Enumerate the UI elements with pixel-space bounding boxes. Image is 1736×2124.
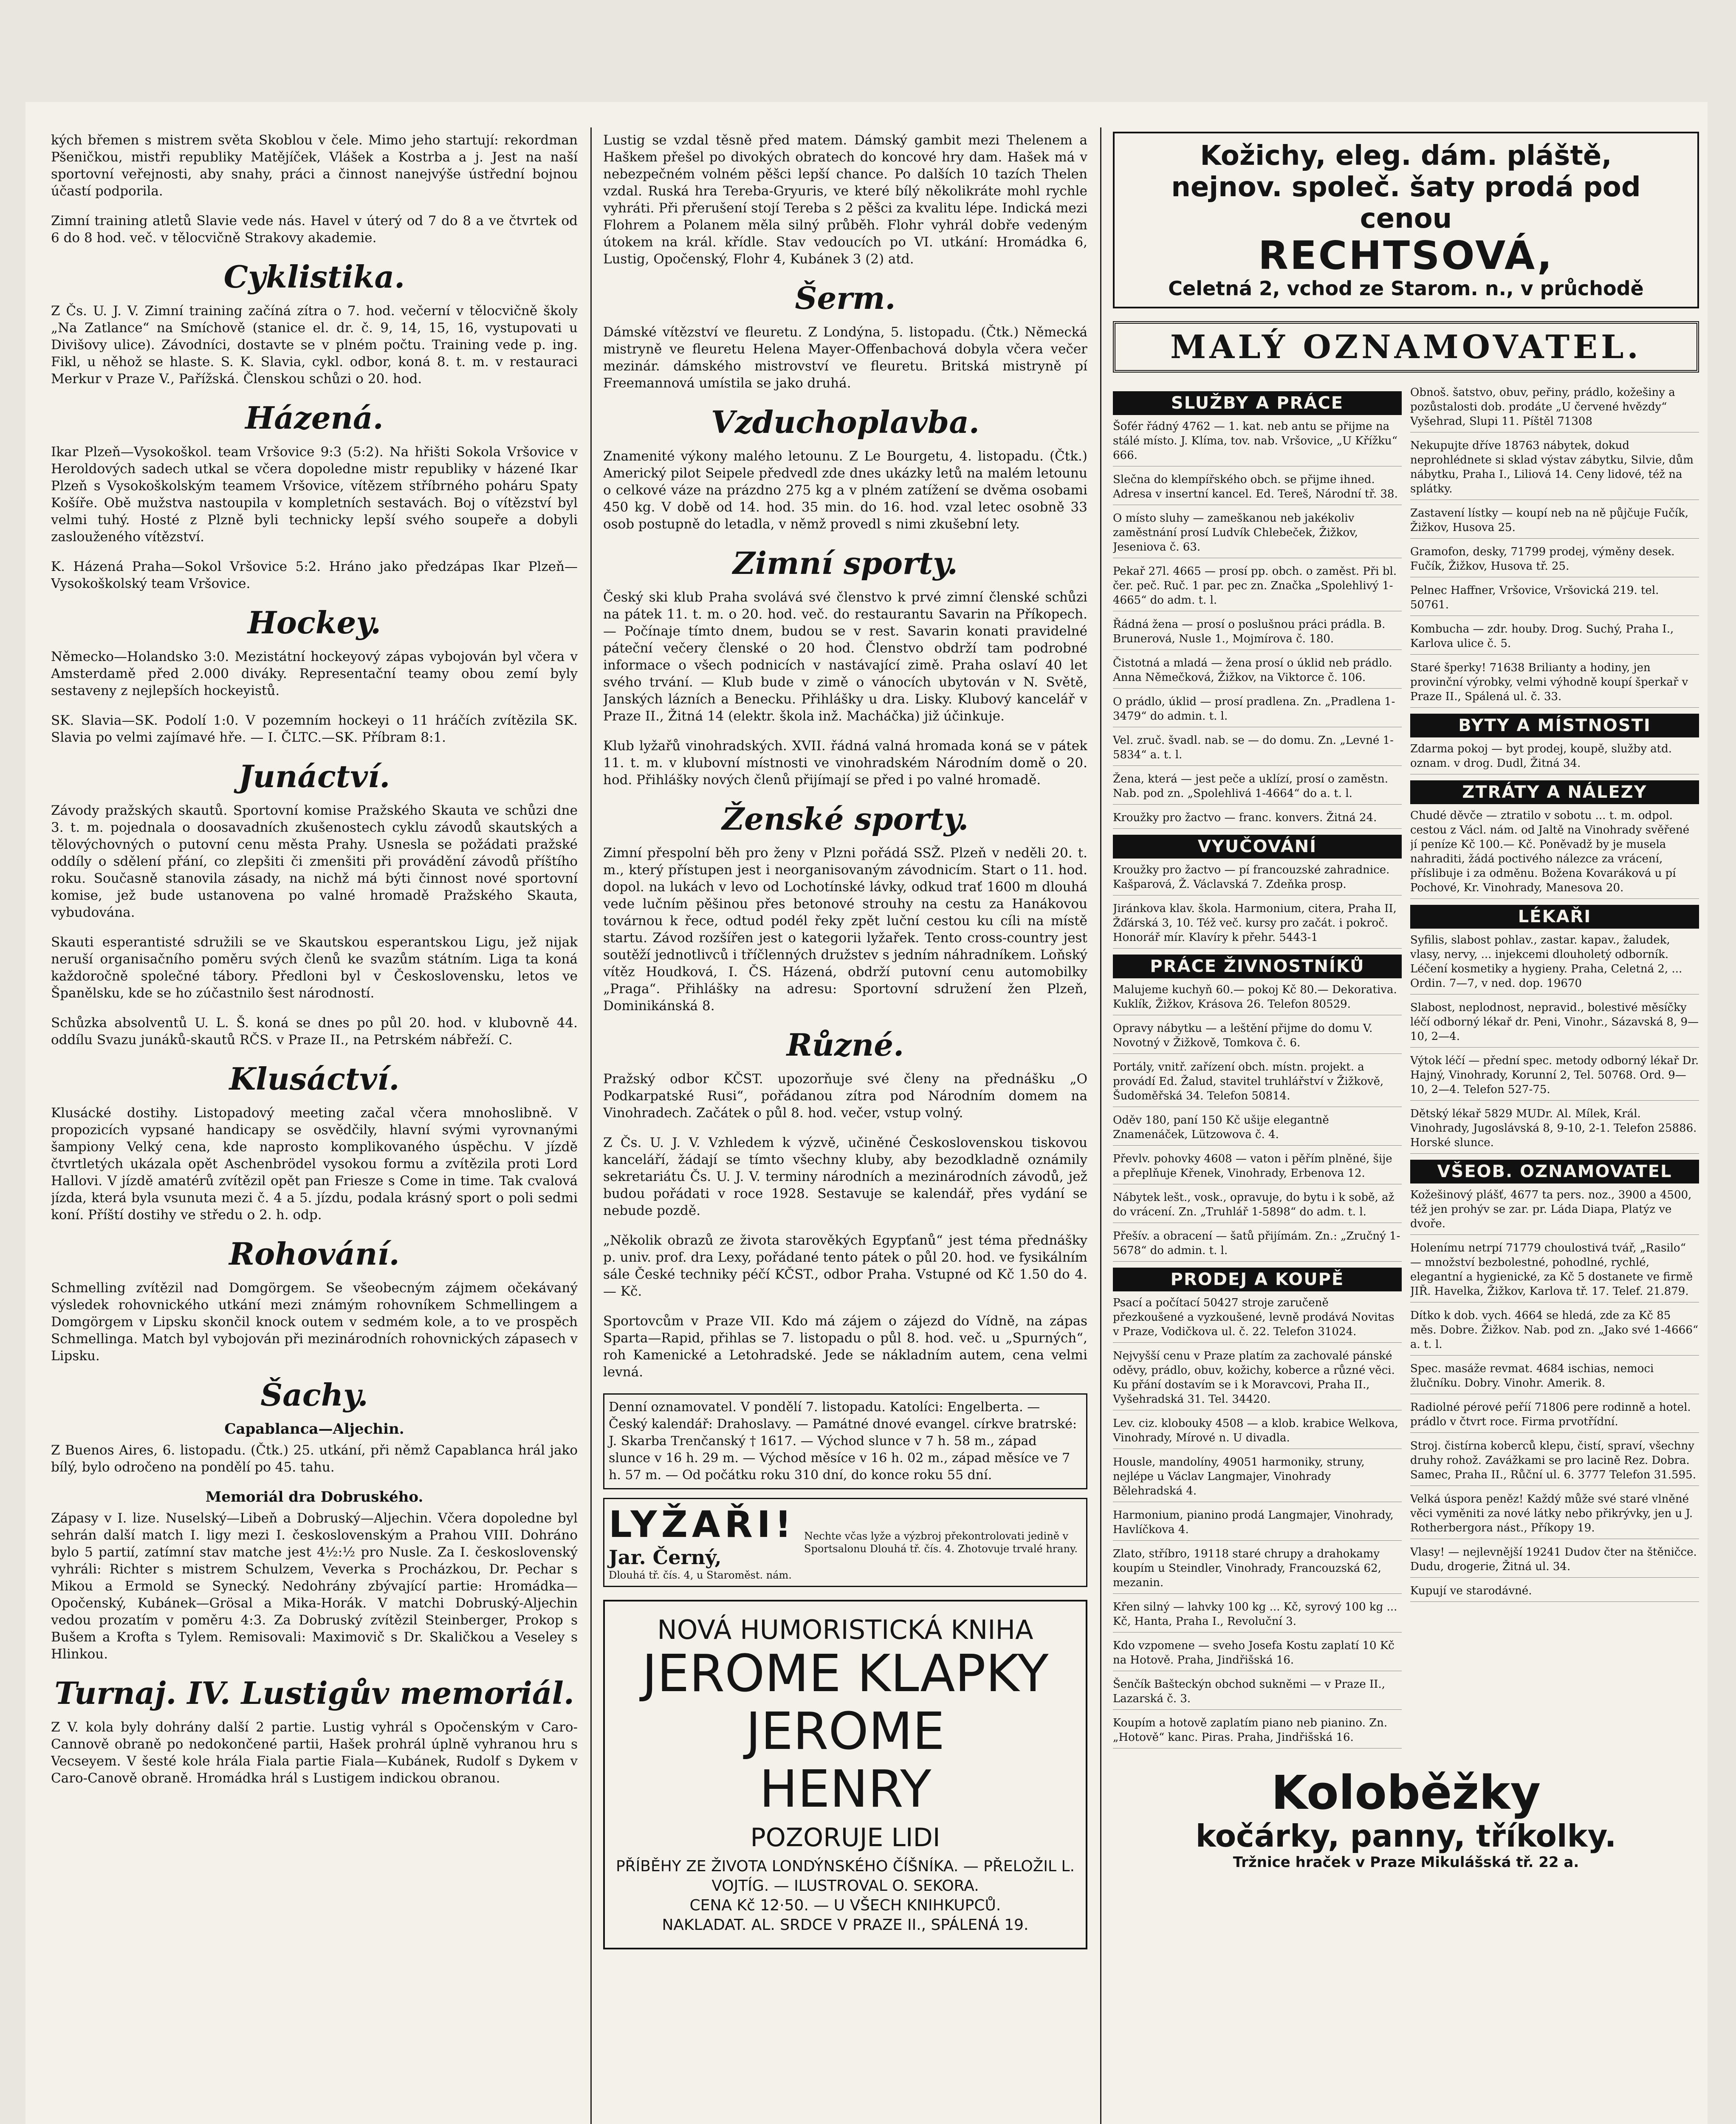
classified-ad: Zdarma pokoj — byt prodej, koupě, služby atd. oznam. v drog. Dudl, Žitná 34. [1410,742,1699,774]
classifieds-header: MALÝ OZNAMOVATEL. [1113,321,1699,373]
book-publisher: NAKLADAT. AL. SRDCE V PRAZE II., SPÁLENÁ 19. [662,1916,1029,1934]
classified-ad: Stroj. čistírna koberců klepu, čistí, spraví, všechny druhy rohož. Zavážkami se pro lacině Rez. Dobra. Samec, Praha II., Růční ul. 6. 3777 Telefon 31.595. [1410,1439,1699,1486]
ad-headline: Kožichy, eleg. dám. pláště, [1200,140,1612,172]
section-heading: Turnaj. IV. Lustigův memoriál. [54,1675,574,1711]
classified-section-header: PRÁCE ŽIVNOSTNÍKŮ [1113,955,1402,978]
article-paragraph: Z Buenos Aires, 6. listopadu. (Čtk.) 25. utkání, při němž Capablanca hrál jako bílý, bylo odročeno na pondělí po 45. tahu. [51,1443,578,1475]
classified-ad: Obnoš. šatstvo, obuv, peřiny, prádlo, kožešiny a pozůstalosti dob. prodáte „U červené hvězdy“ Vyšehrad, Slupi 11. Píštěl 71308 [1410,385,1699,432]
classified-ad: Kupují ve starodávné. [1410,1584,1699,1602]
column-rule [590,127,592,2124]
classified-ad: Lev. ciz. klobouky 4508 — a klob. krabice Welkova, Vinohrady, Mírové n. U divadla. [1113,1416,1402,1449]
classified-ad: Spec. masáže revmat. 4684 ischias, nemoci žlučníku. Dobry. Vinohr. Amerik. 8. [1410,1361,1699,1394]
article-paragraph: Lustig se vzdal těsně před matem. Dámský gambit mezi Thelenem a Haškem přešel po divokých obratech do koncové hry dam. Hašek má v nebezpečném volném pěšci lepší chance. Po dalších 10 tazích Thelen vzdal. Ruská hra Tereba-Gryuris, ve které bílý několikráte mohl rychle vyhráti. Při přerušení stojí Tereba s 2 pěšci za kvalitu lépe. Indická mezi Flohrem a Polanem měla silný průběh. Flohr vyhrál dobře vedeným útokem na král. křídle. Stav vedoucích po VI. utkání: Hromádka 6, Lustig, Opočenský, Flohr 4, Kubánek 3 (2) atd. [603,133,1087,267]
ad-address: Tržnice hraček v Praze Mikulášská tř. 22 a. [1233,1854,1579,1871]
classified-ad: Slečna do klempířského obch. se přijme ihned. Adresa v insertní kancel. Ed. Tereš, Národní tř. 38. [1113,472,1402,505]
article-paragraph: Dámské vítězství ve fleuretu. Z Londýna, 5. listopadu. (Čtk.) Německá mistryně ve fleuretu Helena Mayer-Offenbachová dobyla včera večer mezinár. dámského mistrovství ve fleuretu. Britská mistryně pí Freemannová umístila se jako druhá. [603,325,1087,391]
article-paragraph: Pražský odbor KČST. upozorňuje své členy na přednášku „O Podkarpatské Rusi“, pořádanou zítra pod Národním domem na Vinohradech. Začátek o půl 8. hod. večer, vstup volný. [603,1071,1087,1121]
classified-ad: Portály, vnitř. zařízení obch. místn. projekt. a provádí Ed. Žalud, stavitel truhlářství v Žižkově, Šudoměřská 34. Telefon 50814. [1113,1060,1402,1107]
article-paragraph: Zimní přespolní běh pro ženy v Plzni pořádá SSŽ. Plzeň v neděli 20. t. m., který přístupen jest i neorganisovaným závodnicím. Start o 11. hod. dopol. na lukách v levo od Lochotínské lávky, odkud trať 1600 m dlouhá vede lučním pěšinou přes betonové strouhy na cestu za Hanákovou továrnou k řece, odtud podél řeky zpět luční cestou ku cíli na místě startu. Závod rozšířen jest o kategorii lyžařek. Tento cross-country jest soutěží jednotlivců i tříčlenných družstev s jedním náhradníkem. Loňský vítěz Houdková, I. ČS. Házená, obdrží putovní cenu automobilky „Praga“. Přihlášky na adresu: Sportovní sdružení žen Plzeň, Dominikánská 8. [603,845,1087,1014]
classified-ad: Dítko k dob. vych. 4664 se hledá, zde za Kč 85 měs. Dobre. Žižkov. Nab. pod zn. „Jako své 1-4666“ a. t. l. [1410,1308,1699,1356]
article-paragraph: Ikar Plzeň—Vysokoškol. team Vršovice 9:3 (5:2). Na hřišti Sokola Vršovice v Heroldových sadech utkal se včera dopoledne mistr republiky v házené Ikar Plzeň s Vysokoškolským teamem Vršovice, vítězem stříbrného poháru Spaty Košíře. Obě mužstva nastoupila v kompletních sestavách. Boj o vítězství byl velmi tuhý. Hosté z Plzně byli technicky lepší svého soupeře a dobyli zaslouženého vítězství. [51,444,578,545]
classified-ad: Nejvyšší cenu v Praze platím za zachovalé pánské oděvy, prádlo, obuv, kožichy, koberce a různé věci. Ku přání dostavím se i k Moravcovi, Praha II., Vyšehradská 31. Tel. 34420. [1113,1349,1402,1410]
ad-address: Dlouhá tř. čís. 4, u Staroměst. nám. [609,1569,792,1581]
classified-ad: O prádlo, úklid — prosí pradlena. Zn. „Pradlena 1-3479“ do admin. t. l. [1113,695,1402,727]
section-heading: Junáctví. [238,758,390,794]
classified-ad: Syfilis, slabost pohlav., zastar. kapav., žaludek, vlasy, nervy, ... injekcemi dlouholetý odborník. Léčení kosmetiky a hygieny. Praha, Celetná 2, ... Ordin. 7—7, v ned. dop. 19670 [1410,933,1699,994]
section-heading: Házená. [245,400,384,436]
classified-ad: Přešív. a obracení — šatů přijímám. Zn.: „Zručný 1-5678“ do admin. t. l. [1113,1229,1402,1262]
classified-ad: Gramofon, desky, 71799 prodej, výměny desek. Fučík, Žižkov, Husova tř. 25. [1410,545,1699,577]
book-author: JEROME KLAPKY [642,1644,1049,1703]
classified-ad: Koupím a hotově zaplatím piano neb pianino. Zn. „Hotově“ kanc. Piras. Praha, Jindřišská 16. [1113,1716,1402,1748]
article-paragraph: Z V. kola byly dohrány další 2 partie. Lustig vyhrál s Opočenským v Caro-Cannově obraně po nedokončené partii, Hašek prohrál úplně vyhranou hru s Vecseyem. V šesté kole hrála Fiala partie Fiala—Kubánek, Rudolf s Dykem v Caro-Canově obraně. Hromádka hrál s Lustigem indickou obranou. [51,1720,578,1786]
section-heading: Šachy. [260,1377,368,1413]
article-paragraph: Český ski klub Praha svolává své členstvo k prvé zimní členské schůzi na pátek 11. t. m. o 20. hod. več. do restaurantu Savarin na Příkopech. — Počínaje tímto dnem, budou se v rest. Savarin konati pravidelné páteční večery členské o 20 hod. Členstvo obdrží tam podrobné informace o všech podnicích v nastávající zimě. Praha oslaví 40 let svého trvání. — Klub bude v zimě o vánocích ubytován v N. Světě, Janských lázních a Benecku. Přihlášky u dra. Lisky. Klubový kancelář v Praze II., Žitná 14 (elektr. škola inž. Macháčka) již účinkuje. [603,590,1087,724]
article-paragraph: Zimní training atletů Slavie vede nás. Havel v úterý od 7 do 8 a ve čtvrtek od 6 do 8 hod. več. v tělocvičně Strakovy akademie. [51,213,578,246]
section-heading: Cyklistika. [223,259,405,295]
classified-ad: Velká úspora peněz! Každý může své staré vlněné věci vyměniti za nové látky nebo přikrývky, jen u J. Rotherbergora nást., Příkopy 19. [1410,1492,1699,1539]
classified-ad: Vel. zruč. švadl. nab. se — do domu. Zn. „Levné 1-5834“ a. t. l. [1113,733,1402,766]
book-kicker: NOVÁ HUMORISTICKÁ KNIHA [657,1614,1033,1645]
classified-ad: Staré šperky! 71638 Brilianty a hodiny, jen provinční výrobky, velmi výhodně koupí šperkař v Praze II., Spálená ul. č. 33. [1410,661,1699,708]
section-heading: Vzduchoplavba. [711,404,979,440]
article-paragraph: Zápasy v I. lize. Nuselský—Libeň a Dobruský—Aljechin. Včera dopoledne byl sehrán další match I. ligy mezi I. československým a Prahou VIII. Dohráno bylo 5 partií, zatímní stav matche jest 4½:½ pro Nusle. Za I. československý vyhráli: Richter s mistrem Schulzem, Veverka s Procházkou, Dr. Pechar s Mikou a Ermold se Synecký. Nedohrány zbývající partie: Hromádka—Opočenský, Kubánek—Grösal a Mika-Horák. V matchi Dobruský-Aljechin vedou prozatím v poměru 4:3. Za Dobruský zvítězil Steinberger, Prokop s Bušem a Krofta s Tylem. Remisovali: Maximovič s Dr. Skaličkou a Veseley s Hlinkou. [51,1511,578,1662]
classified-ad: Slabost, neplodnost, nepravid., bolestivé měsíčky léčí odborný lékař dr. Peni, Vinohr., Sázavská 8, 9—10, 2—4. [1410,1000,1699,1048]
sports-column-middle [603,132,1087,1949]
book-author: HENRY [759,1760,932,1819]
classified-ad: Převlv. pohovky 4608 — vaton i pěřím plněné, šije a přeplňuje Křenek, Vinohrady, Erbenova 12. [1113,1152,1402,1184]
classified-ad: Kdo vzpomene — sveho Josefa Kostu zaplatí 10 Kč na Hotově. Praha, Jindřišská 16. [1113,1638,1402,1671]
classified-ad: Nábytek lešt., vosk., opravuje, do bytu i k sobě, až do vrácení. Zn. „Truhlář 1-5898“ do adm. t. l. [1113,1190,1402,1223]
classifieds-column [1113,132,1699,1871]
classifieds-right-column [1410,385,1699,1754]
toy-shop-advertisement [1113,1767,1699,1871]
book-price: CENA Kč 12·50. — U VŠECH KNIHKUPCŮ. [689,1897,1001,1914]
article-paragraph: K. Házená Praha—Sokol Vršovice 5:2. Hráno jako předzápas Ikar Plzeň—Vysokoškolský team Vršovice. [51,559,578,591]
ad-left [609,1503,796,1582]
section-heading: Šerm. [795,280,896,316]
fur-coat-advertisement [1113,132,1699,308]
ad-headline: LYŽAŘI! [609,1503,796,1546]
classified-ad: Kožešinový plášť, 4677 ta pers. noz., 3900 a 4500, též jen prohýv se zar. pr. Láda Diapa, Platýz ve dvoře. [1410,1188,1699,1235]
ad-subline: kočárky, panny, tříkolky. [1195,1818,1617,1854]
classified-ad: Oděv 180, paní 150 Kč ušije elegantně Znamenáček, Lützowova č. 4. [1113,1113,1402,1146]
classified-ad: O místo sluhy — zameškanou neb jakékoliv zaměstnání prosí Ludvík Chlebeček, Žižkov, Jeseniova č. 63. [1113,511,1402,558]
classified-ad: Řádná žena — prosí o poslušnou práci prádla. B. Brunerová, Nusle 1., Mojmírova č. 180. [1113,617,1402,650]
classified-ad: Malujeme kuchyň 60.— pokoj Kč 80.— Dekorativa. Kuklík, Žižkov, Krásova 26. Telefon 80529. [1113,983,1402,1015]
classified-ad: Kroužky pro žactvo — pí francouzské zahradnice. Kašparová, Ž. Václavská 7. Zdeňka prosp. [1113,863,1402,895]
classified-ad: Jiránkova klav. škola. Harmonium, citera, Praha II, Žďárská 3, 10. Též več. kursy pro začát. i pokroč. Honorář mír. Klavíry k přehr. 5443-1 [1113,901,1402,949]
article-paragraph: Klusácké dostihy. Listopadový meeting začal včera mnohoslibně. V propozicích vypsané handicapy se osvědčily, hlavní svými vyrovnanými šampiony Velký cena, kde naprosto komplikovaného úspěchu. V jízdě čtvrtletých ukázala opět Aschenbrödel vysokou formu a zvítězila proti Lord Hallovi. V jízdě amatérů zvítězil opět pan Friesze s Come in time. Tak cvalová jízda, která byla vsunuta mezi č. 4 a 5. jízdu, podala krásný sport o poli sedmi koní. Příští dostihy ve středu o 2. h. odp. [51,1105,578,1223]
column-rule [1100,127,1101,2124]
section-heading: Klusáctví. [229,1061,400,1097]
classified-ad: Zastavení lístky — koupí neb na ně půjčuje Fučík, Žižkov, Husova 25. [1410,506,1699,539]
ad-address: Celetná 2, vchod ze Starom. n., v průchodě [1168,277,1644,300]
classified-ad: Harmonium, pianino prodá Langmajer, Vinohrady, Havlíčkova 4. [1113,1508,1402,1541]
newspaper-page [25,102,1708,2124]
classified-section-header: PRODEJ A KOUPĚ [1113,1268,1402,1291]
article-paragraph: Klub lyžařů vinohradských. XVII. řádná valná hromada koná se v pátek 11. t. m. v klubovní místnosti ve vinohradském Národním domě o 20. hod. Přihlášky nových členů přijímají se před i po valné hromadě. [603,738,1087,788]
classified-section-header: ZTRÁTY A NÁLEZY [1410,780,1699,804]
classified-ad: Opravy nábytku — a leštění přijme do domu V. Novotný v Žižkově, Tomkova č. 6. [1113,1021,1402,1054]
classified-ad: Pelnec Haffner, Vršovice, Vršovická 219. tel. 50761. [1410,583,1699,616]
sports-column-left [51,132,578,1799]
article-paragraph: Německo—Holandsko 3:0. Mezistátní hockeyový zápas vybojován byl včera v Amsterdamě před 2.000 diváky. Representační teamy obou zemí byly sestaveny z nejlepších hockeyistů. [51,649,578,698]
ad-headline: Koloběžky [1271,1765,1541,1820]
section-heading: Rohování. [229,1236,400,1272]
classified-ad: Výtok léčí — přední spec. metody odborný lékař Dr. Hajný, Vinohrady, Korunní 2, Tel. 50768. Ord. 9—10, 2—4. Telefon 527-75. [1410,1054,1699,1101]
classified-section-header: VYUČOVÁNÍ [1113,835,1402,859]
article-paragraph: SK. Slavia—SK. Podolí 1:0. V pozemním hockeyi o 11 hráčích zvítězila SK. Slavia po velmi zajímavé hře. — I. ČLTC.—SK. Příbram 8:1. [51,713,578,745]
classified-ad: Šofér řádný 4762 — 1. kat. neb antu se přijme na stálé místo. J. Klíma, tov. nab. Vršovice, „U Křížku“ 666. [1113,419,1402,466]
classified-ad: Radiolné pérové peříí 71806 pere rodinně a hotel. prádlo v čtvrt roce. Firma prvotřídní. [1410,1400,1699,1433]
classified-ad: Holenímu netrpí 71779 choulostivá tvář, „Rasilo“ — množství bezbolestné, pohodlné, rychlé, elegantní a hygienické, za Kč 5 dostanete ve firmě JIŘ. Havelka, Žižkov, Karlova tř. 17. Telef. 21.879. [1410,1241,1699,1302]
classified-ad: Čistotná a mladá — žena prosí o úklid neb prádlo. Anna Němečková, Žižkov, na Viktorce č. 106. [1113,656,1402,689]
section-heading: Zimní sporty. [733,545,958,581]
article-paragraph: „Několik obrazů ze života starověkých Egypťanů“ jest téma přednášky p. univ. prof. dra Lexy, pořádané tento pátek o půl 20. hod. ve fysikálním sále České techniky péčí KČST., odbor Praha. Vstupné od Kč 1.50 do 4.— Kč. [603,1233,1087,1299]
classified-ad: Nekupujte dříve 18763 nábytek, dokud neprohlédnete si sklad výstav zábytku, Silvie, dům nábytku, Praha I., Liliová 14. Ceny lidové, též na splátky. [1410,438,1699,500]
section-heading: Ženské sporty. [722,801,969,837]
daily-almanac: Denní oznamovatel. V pondělí 7. listopadu. Katolíci: Engelberta. — Český kalendář: Drahoslavy. — Památné dnové evangel. církve bratrské: J. Skarba Trenčanský † 1617. — Východ slunce v 7 h. 58 m., západ slunce v 16 h. 29 m. — Východ měsíce v 16 h. 02 m., západ měsíce ve 7 h. 57 m. — Od počátku roku 310 dní, do konce roku 55 dní. [603,1393,1087,1489]
classifieds-left-column [1113,385,1402,1754]
article-paragraph: Sportovcům v Praze VII. Kdo má zájem o zájezd do Vídně, na zápas Sparta—Rapid, přihlas se 7. listopadu o půl 8. hod. več. u „Spurných“, roh Kamenické a Letohradské. Jede se nákladním autem, cena velmi levná. [603,1313,1087,1380]
classified-ad: Žena, která — jest peče a uklízí, prosí o zaměstn. Nab. pod zn. „Spolehlivá 1-4664“ do a. t. l. [1113,772,1402,805]
ad-subline: nejnov. společ. šaty prodá pod cenou [1171,172,1641,234]
ski-shop-advertisement [603,1498,1087,1587]
classified-ad: Chudé děvče — ztratilo v sobotu ... t. m. odpol. cestou z Václ. nám. od Jaltě na Vinohrady svěřené jí peníze Kč 100.— Kč. Poněvadž by je musela nahraditi, žádá poctivého nálezce za vrácení, příslibuje i za odměnu. Božena Kovaráková u pí Pochové, Kr. Vinohrady, Manesova 20. [1410,808,1699,899]
article-paragraph: Závody pražských skautů. Sportovní komise Pražského Skauta ve schůzi dne 3. t. m. pojednala o doosavadních zkušenostech cyklu závodů skautských a tělovýchovných o putovní cenu města Prahy. Usnesla se požádati pražské oddíly o sdělení přání, co zlepšiti či zmenšiti při provádění závodů příštího roku. Současně stanovila zásady, na nichž má býti činnost nové sportovní komise, jež bude ustanovena po valné hromadě Pražského Skauta, vybudována. [51,803,578,920]
article-paragraph: Z Čs. U. J. V. Zimní training začíná zítra o 7. hod. večerní v tělocvičně školy „Na Zatlance“ na Smíchově (stanice el. dr. č. 9, 14, 15, 16, vystupovati u Divišovy ulice). Závodníci, dostavte se v plném počtu. Training vede p. ing. Fikl, u něhož se hlaste. S. K. Slavia, cykl. odbor, koná 8. t. m. v restauraci Merkur v Praze V., Pařížská. Členskou schůzi o 20. hod. [51,303,578,387]
book-title: POZORUJE LIDI [750,1823,940,1853]
book-author: JEROME [745,1702,945,1761]
ad-text: Nechte včas lyže a výzbroj překontrolovati jedině v Sportsalonu Dlouhá tř. čís. 4. Zhotovuje trvalé hrany. [804,1530,1078,1555]
book-advertisement [603,1600,1087,1949]
classified-ad: Zlato, stříbro, 19118 staré chrupy a drahokamy koupím u Steindler, Vinohrady, Francouzská 62, mezanin. [1113,1547,1402,1594]
classified-ad: Křen silný — lahvky 100 kg ... Kč, syrový 100 kg ... Kč, Hanta, Praha I., Revoluční 3. [1113,1600,1402,1633]
classified-ad: Dětský lékař 5829 MUDr. Al. Mílek, Král. Vinohrady, Jugoslávská 8, 9-10, 2-1. Telefon 25886. Horské slunce. [1410,1107,1699,1154]
section-heading: Hockey. [247,604,381,641]
classified-ad: Psací a počítací 50427 stroje zaručeně přezkoušené a vyzkoušené, levně prodává Novitas v Praze, Vodičkova ul. č. 22. Telefon 31024. [1113,1296,1402,1343]
article-paragraph: Schůzka absolventů U. L. Š. koná se dnes po půl 20. hod. v klubovně 44. oddílu Svazu junáků-skautů RČS. v Praze II., na Petrském nábřeží. C. [51,1015,578,1048]
classified-ad: Šenčík Bašteckýn obchod sukněmi — v Praze II., Lazarská č. 3. [1113,1677,1402,1710]
classified-ad: Vlasy! — nejlevnější 19241 Dudov čter na štěničce. Dudu, drogerie, Žitná ul. 34. [1410,1545,1699,1578]
article-paragraph: kých břemen s mistrem světa Skoblou v čele. Mimo jeho startují: rekordman Pšeničkou, mistři republiky Matějíček, Vlášek a Kostrba a j. Jest na naší sportovní veřejnosti, aby snahy, práci a činnost nanejvýše ústřední bojnou účastí podporila. [51,133,578,199]
article-paragraph: Schmelling zvítězil nad Domgörgem. Se všeobecným zájmem očekávaný výsledek rohovnického utkání mezi známým rohovníkem Schmellingem a Domgörgem v Lipsku skončil knock outem v sedmém kole, a to ve prospěch Schmellinga. Match byl vybojován při mezinárodních rohovnických zápasech v Lipsku. [51,1280,578,1364]
classified-ad: Housle, mandolíny, 49051 harmoniky, struny, nejlépe u Václav Langmajer, Vinohrady Bělehradská 4. [1113,1455,1402,1502]
classified-section-header: LÉKAŘI [1410,905,1699,929]
classified-ad: Kombucha — zdr. houby. Drog. Suchý, Praha I., Karlova ulice č. 5. [1410,622,1699,655]
ad-firm-name: RECHTSOVÁ, [1258,233,1554,278]
sub-heading: Memoriál dra Dobruského. [205,1488,423,1505]
article-paragraph: Skauti esperantisté sdružili se ve Skautskou esperantskou Ligu, jež nijak neruší organisačního poměru svých členů ke svazům státním. Liga ta koná každoročně společné tábory. Předloni byl v Československu, letos ve Španělsku, kde se ho zúčastnilo šest národností. [51,935,578,1001]
ad-firm-name: Jar. Černý, [609,1546,722,1569]
book-description: PŘÍBĚHY ZE ŽIVOTA LONDÝNSKÉHO ČÍŠNÍKA. — PŘELOŽIL L. VOJTÍG. — ILUSTROVAL O. SEKORA. [615,1858,1075,1895]
article-paragraph: Znamenité výkony malého letounu. Z Le Bourgetu, 4. listopadu. (Čtk.) Americký pilot Seipele předvedl zde dnes ukázky letů na malém letounu o celkové váze na prázdno 275 kg a v plném zatížení se dvěma osobami 450 kg. V době od 14. hod. 35 min. do 16. hod. vzal letec osobně 33 osob postupně do letadla, v němž provedl s nimi zkušební lety. [603,449,1087,532]
classified-ad: Kroužky pro žactvo — franc. konvers. Žitná 24. [1113,811,1402,829]
sub-heading: Capablanca—Aljechin. [224,1421,404,1438]
classified-section-header: BYTY A MÍSTNOSTI [1410,714,1699,737]
classified-section-header: SLUŽBY A PRÁCE [1113,391,1402,415]
section-heading: Různé. [786,1027,904,1063]
classified-ad: Pekař 27l. 4665 — prosí pp. obch. o zaměst. Při bl. čer. peč. Ruč. 1 par. pec zn. Značka „Spolehlivý 1-4665“ do adm. t. l. [1113,564,1402,611]
classified-section-header: VŠEOB. OZNAMOVATEL [1410,1160,1699,1183]
article-paragraph: Z Čs. U. J. V. Vzhledem k výzvě, učiněné Československou tiskovou kanceláří, žádají se tímto všechny kluby, aby bezodkladně oznámily sekretariátu Čs. U. J. V. terminy národních a mezinárodních závodů, jež budou pořádati v roce 1928. Sestavuje se kalendář, přes vydání se nebude pozdě. [603,1135,1087,1218]
classifieds-grid [1113,385,1699,1754]
